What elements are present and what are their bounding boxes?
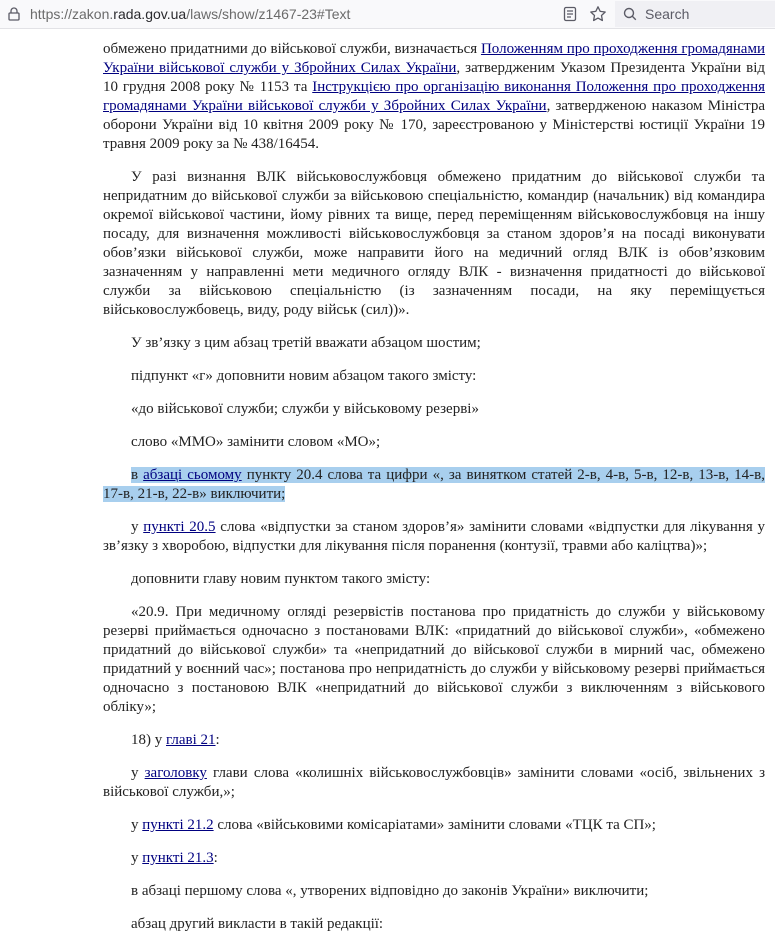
search-icon <box>623 7 637 21</box>
browser-toolbar <box>0 0 775 29</box>
link-zaholovok[interactable]: заголовку <box>144 765 207 781</box>
paragraph: в абзаці першому слова «, утворених відповідно до законів України» виключити; <box>131 883 649 899</box>
url-domain: rada.gov.ua <box>113 6 187 22</box>
link-instruktsiia[interactable]: Інструкцією про організацію виконання Положення про проходження громадянами України військової служби у Збройних Силах України <box>103 79 765 114</box>
link-abzats-somyi[interactable]: абзаці сьомому <box>143 467 242 483</box>
paragraph: обмежено придатними до військової служби, визначається Положенням про проходження громадянами України військової служби у Збройних Силах України, затвердженим Указом Президента України від 10 грудня 2008 року № 1153 та Інструкцією про організацію виконання Положення про проходження громадянами України військової служби у Збройних Силах України, затвердженою наказом Міністра оборони України від 10 квітня 2009 року № 170, зареєстрованою у Міністерстві юстиції України 19 травня 2009 року за № 438/16454. <box>103 41 766 152</box>
link-hlava-21[interactable]: главі 21 <box>166 732 216 748</box>
url-suffix: /laws/show/z1467-23#Text <box>186 6 351 22</box>
paragraph: «до військової служби; служби у військовому резерві» <box>131 401 479 417</box>
link-punkt-20-5[interactable]: пункті 20.5 <box>143 519 216 535</box>
page-info-icon[interactable] <box>6 6 22 22</box>
paragraph: «20.9. При медичному огляді резервістів постанова про придатність до служби у військовому резерві приймається одночасно з постановами ВЛК: «придатний до військової служби», «обмежено придатний до військової служби» та «непридатний до військової служби в мирний час, обмежено придатний у воєнний час»; постанова про непридатність до служби у військовому резерві приймається одночасно з постановою ВЛК «непридатний до військової служби з виключенням з військового обліку»; <box>103 604 765 715</box>
search-placeholder: Search <box>645 6 690 22</box>
paragraph: підпункт «г» доповнити новим абзацом такого змісту: <box>131 368 477 384</box>
link-punkt-21-2[interactable]: пункті 21.2 <box>142 817 214 833</box>
bookmark-star-icon[interactable] <box>587 3 609 25</box>
paragraph: у пункті 21.2 слова «військовими комісаріатами» замінити словами «ТЦК та СП»; <box>131 817 656 833</box>
document-body <box>103 40 765 948</box>
paragraph: У разі визнання ВЛК військовослужбовця обмежено придатним до військової служби та непридатним до військової служби за військовою спеціальністю, командир (начальник) від командира окремої військової частини, йому рівних та вище, перед переміщенням військовослужбовця на іншу посаду, для визначення можливості військовослужбовця за станом здоров’я на посаді виконувати обов’язки військової служби, може направити його на медичний огляд ВЛК із обов’язковим зазначенням у направленні мети медичного огляду ВЛК - визначення придатності до військової служби за військовою спеціальністю (із зазначенням посади, на яку переміщується військовослужбовець, виду, роду військ (сил))». <box>103 169 765 318</box>
reader-view-icon[interactable] <box>559 3 581 25</box>
search-box[interactable] <box>615 1 775 27</box>
link-polozhennia[interactable]: Положенням про проходження громадянами України військової служби у Збройних Силах України <box>103 41 765 76</box>
paragraph: слово «ММО» замінити словом «МО»; <box>131 434 381 450</box>
paragraph: у пункті 21.3: <box>131 850 218 866</box>
highlighted-paragraph: в абзаці сьомому пункту 20.4 слова та цифри «, за винятком статей 2-в, 4-в, 5-в, 12-в, 13-в, 14-в, 17-в, 21-в, 22-в» виключити; <box>103 467 765 502</box>
paragraph: у заголовку глави слова «колишніх військовослужбовців» замінити словами «осіб, звільнених з військової служби,»; <box>103 765 765 800</box>
paragraph: абзац другий викласти в такій редакції: <box>131 916 384 932</box>
paragraph: доповнити главу новим пунктом такого змісту: <box>131 571 431 587</box>
address-bar[interactable] <box>30 6 559 22</box>
paragraph: У зв’язку з цим абзац третій вважати абзацом шостим; <box>131 335 481 351</box>
paragraph: 18) у главі 21: <box>131 732 220 748</box>
link-punkt-21-3[interactable]: пункті 21.3 <box>142 850 214 866</box>
paragraph: у пункті 20.5 слова «відпустки за станом здоров’я» замінити словами «відпустки для лікування у зв’язку з хворобою, відпустки для лікування після поранення (контузії, травми або каліцтва)»; <box>103 519 765 554</box>
url-prefix: https://zakon. <box>30 6 114 22</box>
